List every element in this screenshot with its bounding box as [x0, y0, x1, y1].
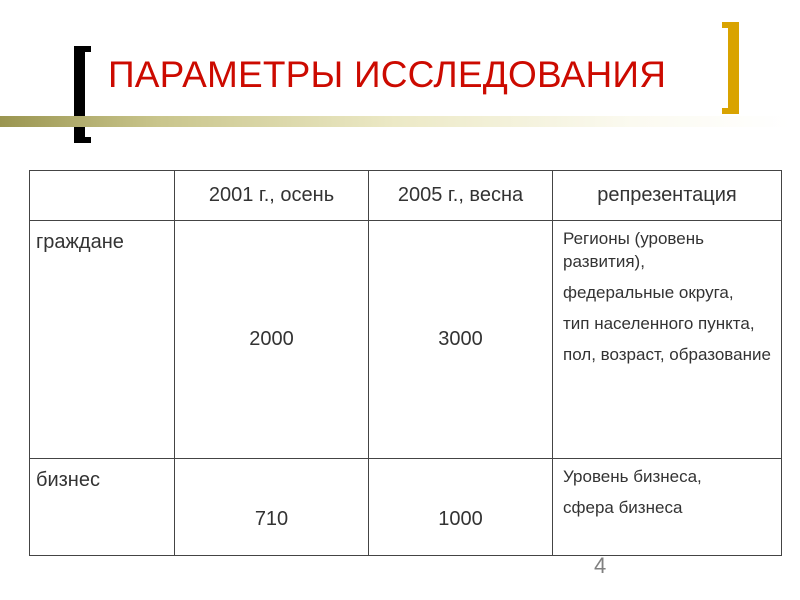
table-row-citizens [30, 221, 782, 459]
citizens-2001-value: 2000 [175, 221, 369, 459]
business-2005-value: 1000 [369, 459, 553, 556]
header-representation: репрезентация [553, 171, 782, 221]
representation-line: сфера бизнеса [563, 498, 683, 517]
citizens-2005-value: 3000 [369, 221, 553, 459]
left-bracket-top [74, 46, 91, 52]
page-title: ПАРАМЕТРЫ ИССЛЕДОВАНИЯ [108, 54, 667, 95]
title-underline-bar [0, 116, 790, 127]
header-2005-spring: 2005 г., весна [369, 171, 553, 221]
representation-line: федеральные округа, [563, 283, 734, 302]
table-header-row [30, 171, 782, 221]
business-2001-value: 710 [175, 459, 369, 556]
page-number: 4 [594, 553, 607, 578]
right-bracket-top [722, 22, 739, 28]
left-bracket-bottom [74, 137, 91, 143]
header-empty-cell [30, 171, 175, 221]
row-label-business: бизнес [30, 459, 175, 556]
left-bracket-icon [74, 46, 85, 143]
table-row-business [30, 459, 782, 556]
right-bracket-bottom [722, 108, 739, 114]
parameters-table [29, 170, 782, 556]
row-label-citizens: граждане [30, 221, 175, 459]
representation-line: Уровень бизнеса, [563, 467, 702, 486]
representation-line: тип населенного пункта, [563, 314, 755, 333]
representation-line: пол, возраст, образование [563, 345, 771, 364]
header-2001-autumn: 2001 г., осень [175, 171, 369, 221]
representation-line: Регионы (уровень развития), [563, 229, 704, 271]
right-bracket-icon [728, 22, 739, 114]
citizens-representation [553, 221, 782, 459]
business-representation [553, 459, 782, 556]
